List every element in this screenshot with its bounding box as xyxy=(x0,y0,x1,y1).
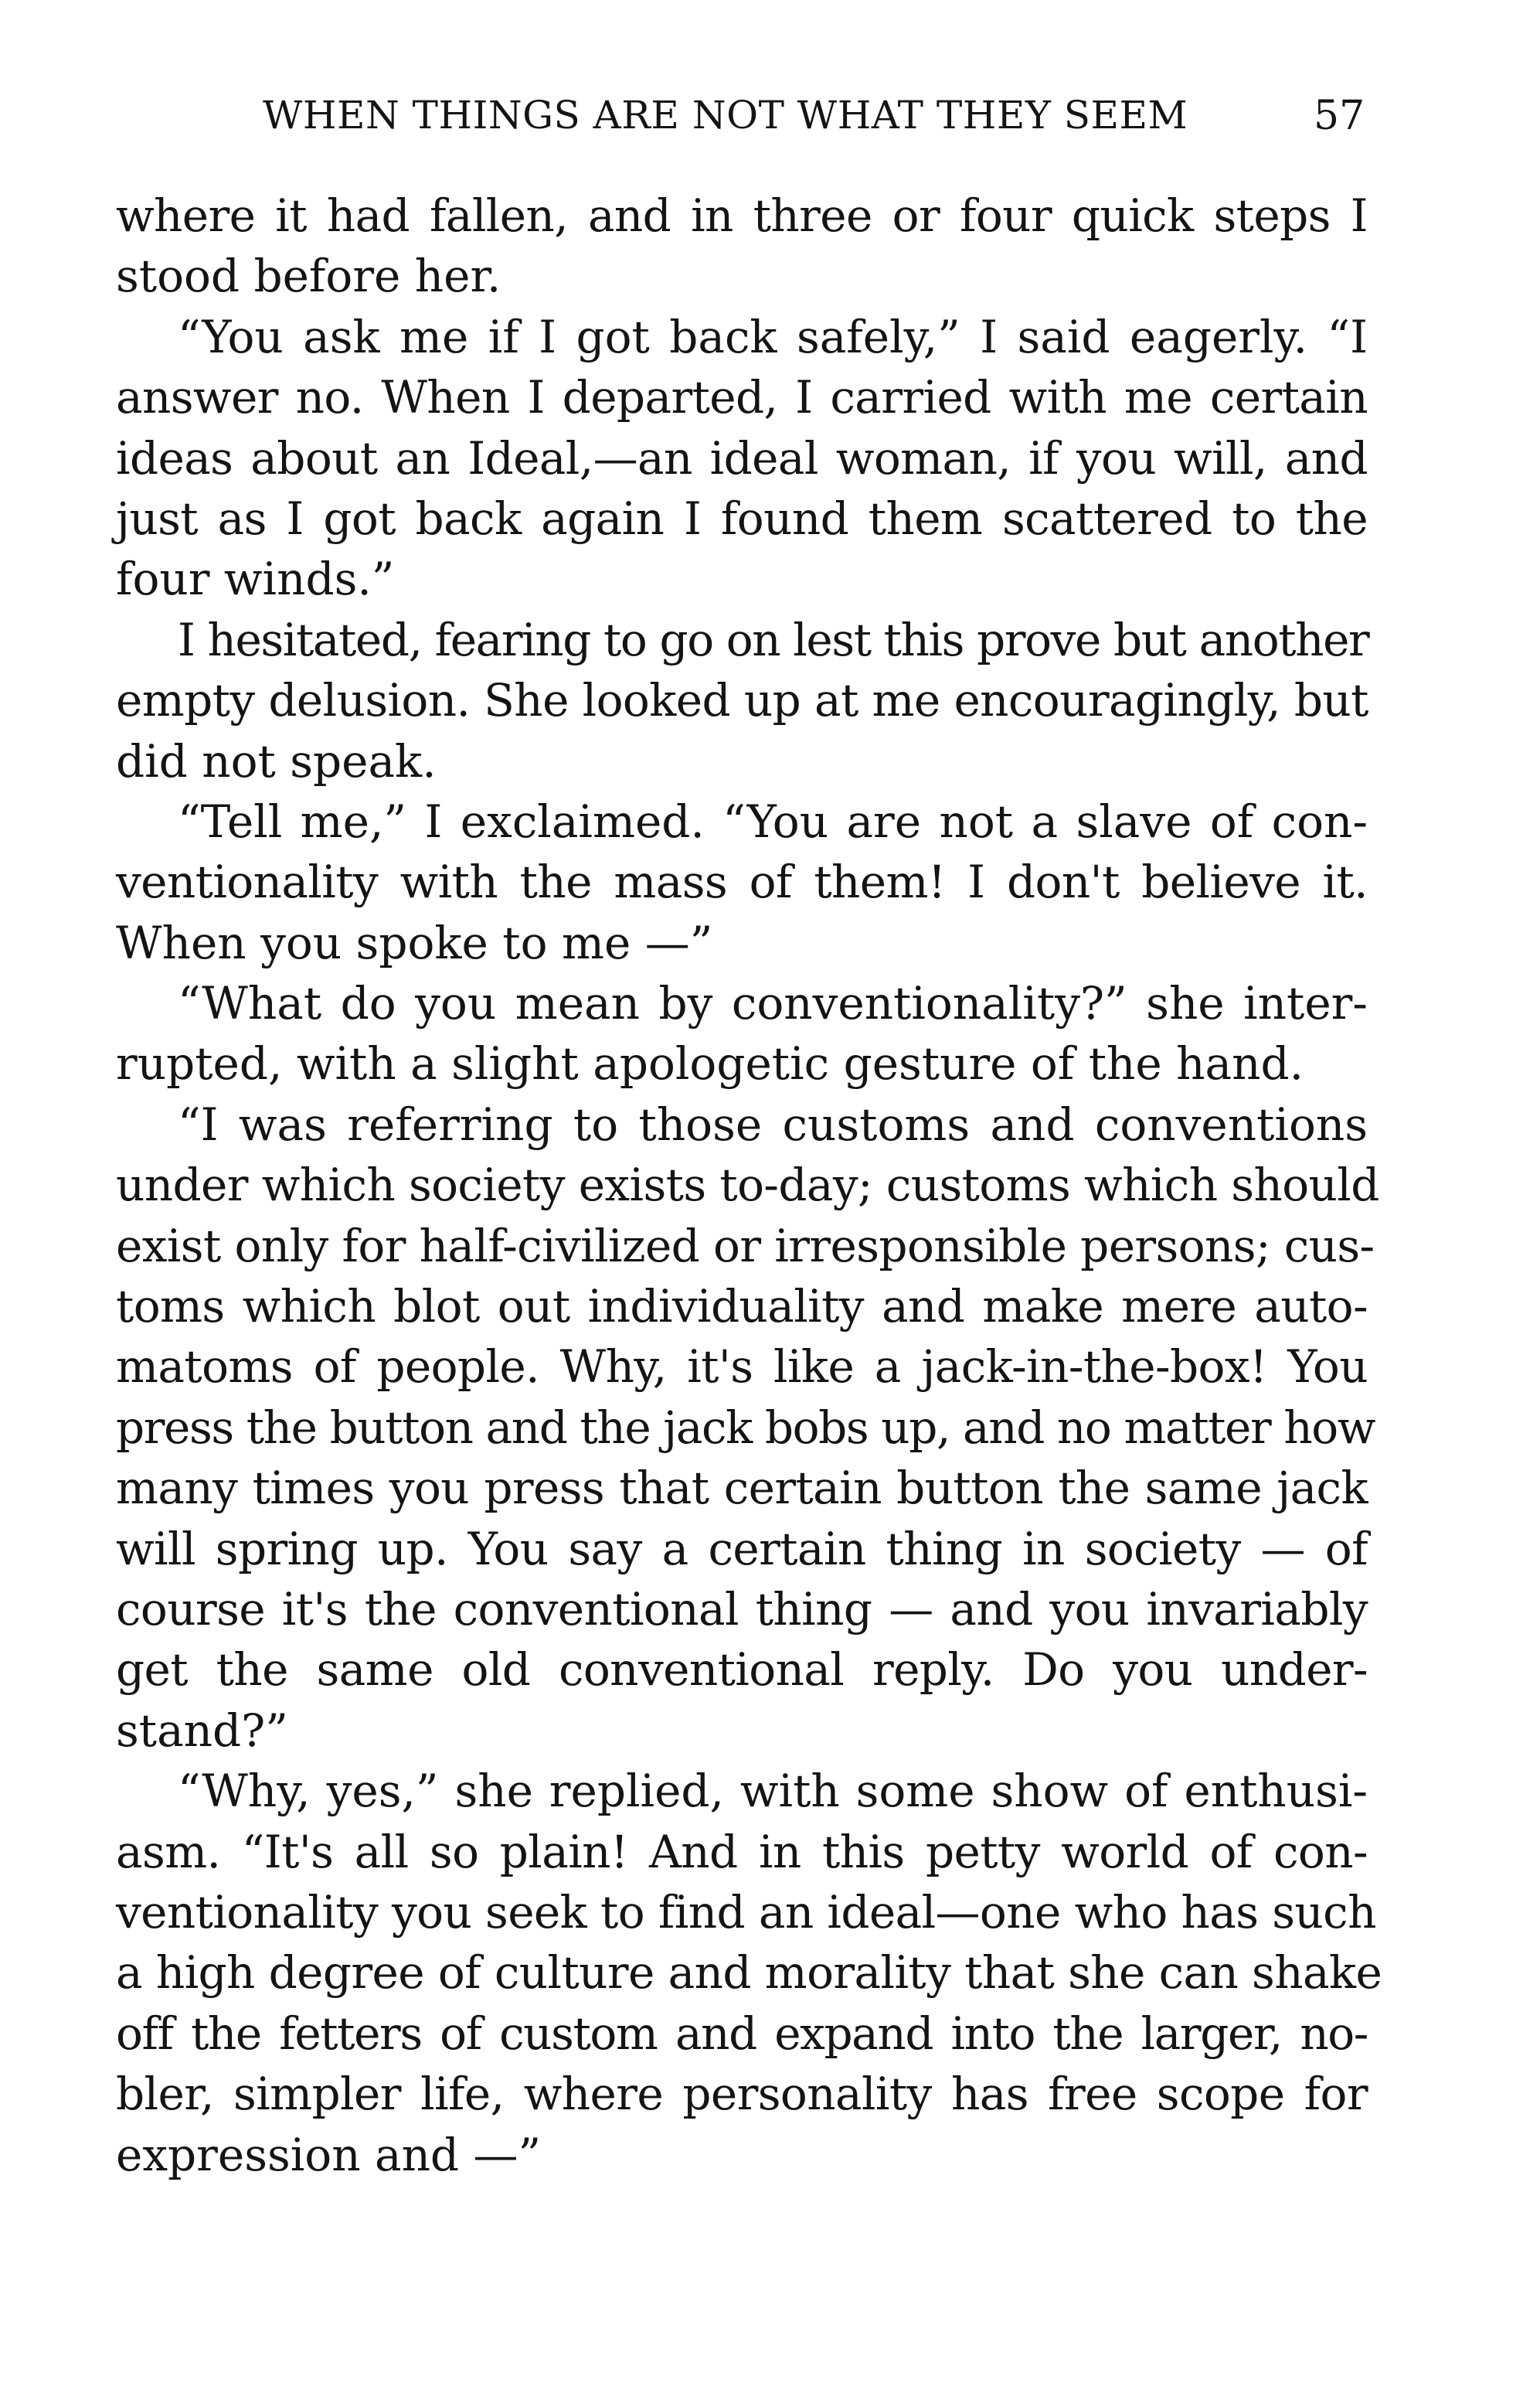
text-line: matoms of people. Why, it's like a jack-in-the-box! You xyxy=(116,1340,1368,1394)
text-line: rupted, with a slight apologetic gesture of the hand. xyxy=(116,1037,1304,1091)
running-head: WHEN THINGS ARE NOT WHAT THEY SEEM xyxy=(263,93,1188,138)
text-line: asm. “It's all so plain! And in this petty world of con- xyxy=(116,1825,1368,1878)
text-line: stand?” xyxy=(116,1704,288,1757)
text-line: under which society exists to-day; customs which should xyxy=(116,1159,1379,1212)
text-line: where it had fallen, and in three or four quick steps I xyxy=(116,189,1368,242)
text-line: “Why, yes,” she replied, with some show of enthusi- xyxy=(178,1765,1368,1818)
text-line: When you spoke to me —” xyxy=(116,916,713,969)
text-line: just as I got back again I found them scattered to the xyxy=(116,492,1368,545)
text-line: ideas about an Ideal,—an ideal woman, if you will, and xyxy=(116,431,1368,485)
text-line: press the button and the jack bobs up, and no matter how xyxy=(116,1401,1375,1454)
text-line: did not speak. xyxy=(116,734,437,788)
text-line: ventionality with the mass of them! I don't believe it. xyxy=(116,856,1368,909)
text-line: “I was referring to those customs and conventions xyxy=(178,1098,1368,1151)
text-line: I hesitated, fearing to go on lest this prove but another xyxy=(178,613,1369,666)
text-line: expression and —” xyxy=(116,2128,542,2181)
text-line: ventionality you seek to find an ideal—one who has such xyxy=(116,1885,1376,1939)
text-line: off the fetters of custom and expand into the larger, no- xyxy=(116,2007,1368,2060)
text-line: four winds.” xyxy=(116,553,395,606)
text-line: get the same old conventional reply. Do you under- xyxy=(116,1643,1368,1697)
text-line: “What do you mean by conventionality?” she inter- xyxy=(178,977,1368,1030)
text-line: bler, simpler life, where personality has free scope for xyxy=(116,2068,1368,2121)
text-line: answer no. When I departed, I carried with me certain xyxy=(116,371,1368,424)
page-number: 57 xyxy=(1314,93,1365,139)
text-line: many times you press that certain button the same jack xyxy=(116,1462,1368,1515)
page-header xyxy=(0,93,1540,155)
text-line: toms which blot out individuality and make mere auto- xyxy=(116,1280,1368,1333)
text-line: empty delusion. She looked up at me encouragingly, but xyxy=(116,674,1368,727)
text-line: “Tell me,” I exclaimed. “You are not a slave of con- xyxy=(178,795,1368,848)
body-text xyxy=(116,186,1382,2185)
text-line: will spring up. You say a certain thing in society — of xyxy=(116,1522,1368,1575)
text-line: stood before her. xyxy=(116,250,501,303)
text-line: course it's the conventional thing — and you invariably xyxy=(116,1582,1368,1636)
text-line: “You ask me if I got back safely,” I said eagerly. “I xyxy=(178,310,1368,363)
text-line: a high degree of culture and morality that she can shake xyxy=(116,1946,1382,2000)
text-line: exist only for half-civilized or irresponsible persons; cus- xyxy=(116,1219,1375,1272)
